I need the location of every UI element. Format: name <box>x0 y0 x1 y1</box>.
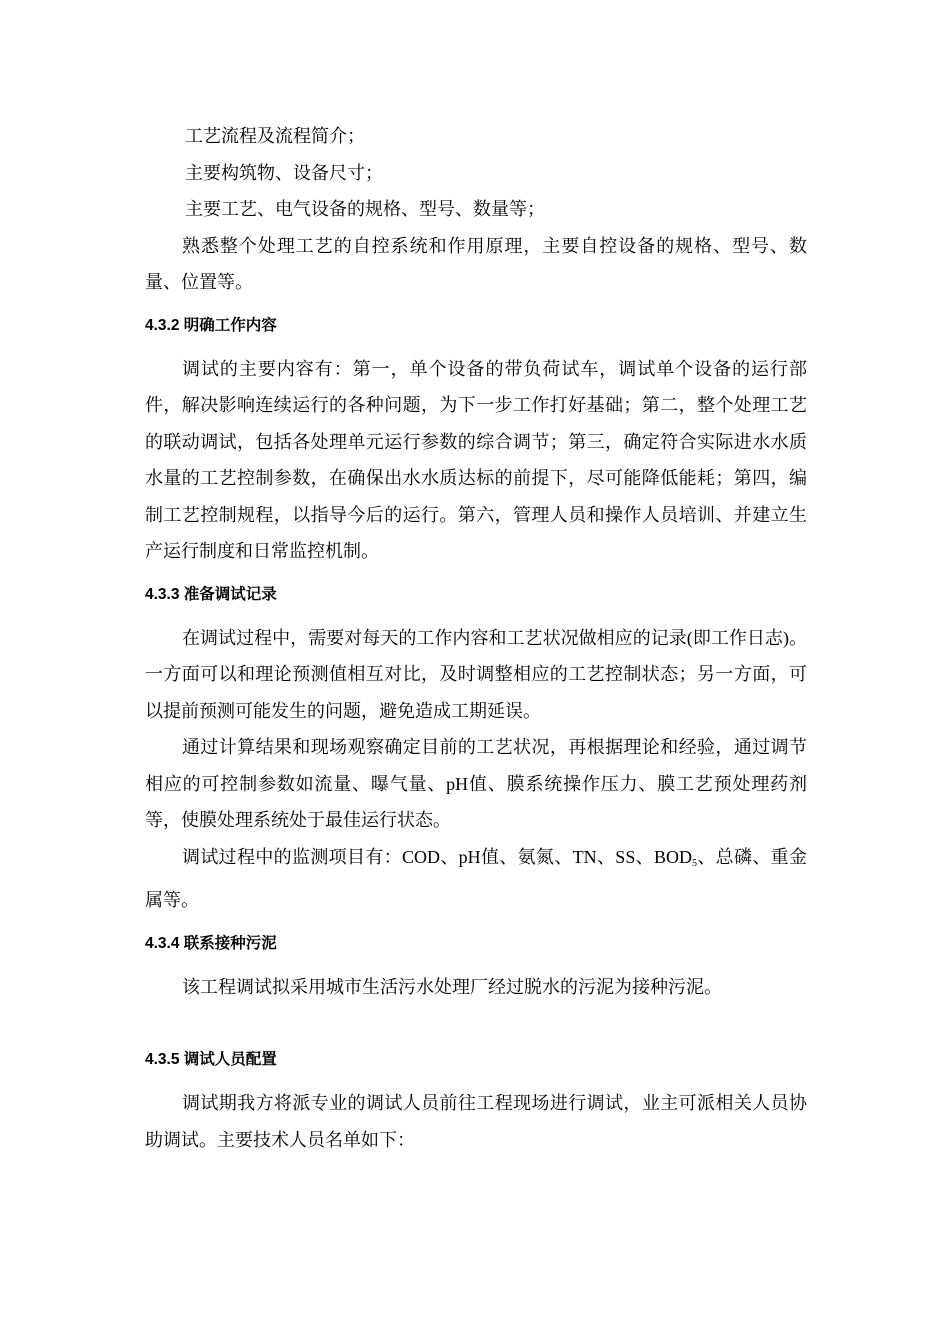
list-item: 主要构筑物、设备尺寸； <box>185 162 383 183</box>
monitoring-text-after: 、总磷、重金属等。 <box>145 846 807 910</box>
paragraph: 调试的主要内容有：第一，单个设备的带负荷试车，调试单个设备的运行部件，解决影响连续运行的各种问题，为下一步工作打好基础；第二，整个处理工艺的联动调试，包括各处理单元运行参数的综合调节；第三，确定符合实际进水水质水量的工艺控制参数，在确保出水水质达标的前提下，尽可能降低能耗；第四，编制工艺控制规程，以指导今后的运行。第六，管理人员和操作人员培训、并建立生产运行制度和日常监控机制。 <box>145 358 807 561</box>
paragraph: 该工程调试拟采用城市生活污水处理厂经过脱水的污泥为接种污泥。 <box>182 976 722 997</box>
paragraph: 在调试过程中，需要对每天的工作内容和工艺状况做相应的记录(即工作日志)。一方面可以和理论预测值相互对比，及时调整相应的工艺控制状态；另一方面，可以提前预测可能发生的问题，避免造成工期延误。 <box>145 627 807 721</box>
list-item: 工艺流程及流程简介； <box>185 126 365 146</box>
document-page <box>145 118 807 1158</box>
monitoring-text-before: 调试过程中的监测项目有：COD、pH值、氨氮、TN、SS、BOD <box>182 846 692 867</box>
paragraph: 通过计算结果和现场观察确定目前的工艺状况，再根据理论和经验，通过调节相应的可控制参数如流量、曝气量、pH值、膜系统操作压力、膜工艺预处理药剂等，使膜处理系统处于最佳运行状态。 <box>145 737 807 830</box>
monitoring-paragraph <box>145 839 807 919</box>
section-heading-4-3-5: 4.3.5 调试人员配置 <box>145 1051 277 1068</box>
monitoring-subscript: 5 <box>692 857 697 869</box>
section-heading-4-3-3: 4.3.3 准备调试记录 <box>145 585 277 603</box>
paragraph: 调试期我方将派专业的调试人员前往工程现场进行调试，业主可派相关人员协助调试。主要技术人员名单如下： <box>145 1093 807 1150</box>
intro-paragraph: 熟悉整个处理工艺的自控系统和作用原理，主要自控设备的规格、型号、数量、位置等。 <box>145 235 807 292</box>
section-heading-4-3-2: 4.3.2 明确工作内容 <box>145 316 277 334</box>
list-item: 主要工艺、电气设备的规格、型号、数量等； <box>185 199 545 219</box>
section-heading-4-3-4: 4.3.4 联系接种污泥 <box>145 934 277 952</box>
